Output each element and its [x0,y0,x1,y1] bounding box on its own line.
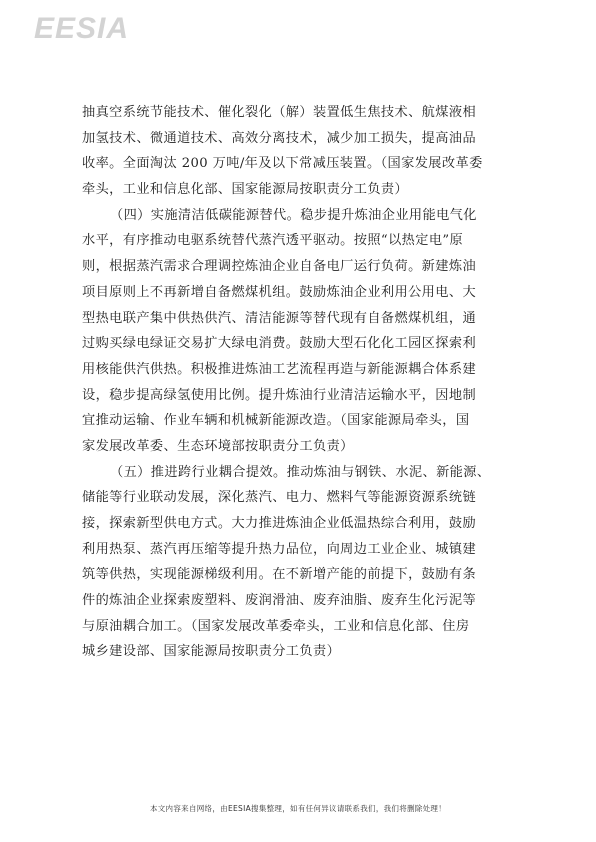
body-line: 利用热泵、蒸汽再压缩等提升热力品位，向周边工业企业、城镇建 [82,541,477,557]
body-line: 抽真空系统节能技术、催化裂化（解）装置低生焦技术、航煤液相 [82,105,477,120]
body-line: 与原油耦合加工。（国家发展改革委牵头，工业和信息化部、住房 [82,618,470,634]
body-line: 牵头，工业和信息化部、国家能源局按职责分工负责） [82,182,409,198]
document-body [82,100,522,665]
body-line: 过购买绿电绿证交易扩大绿电消费。鼓励大型石化化工园区探索利 [82,336,477,352]
body-line: 筑等供热，实现能源梯级利用。在不新增产能的前提下，鼓励有条 [82,567,477,583]
body-line: 储能等行业联动发展，深化蒸汽、电力、燃料气等能源资源系统链 [82,490,477,506]
section-five-heading-line: （五）推进跨行业耦合提效。推动炼油与钢铁、水泥、新能源、 [110,464,491,480]
body-line: 家发展改革委、生态环境部按职责分工负责） [82,438,354,454]
body-line: 项目原则上不再新增自备燃煤机组。鼓励炼油企业利用公用电、大 [82,284,477,300]
body-line: 接，探索新型供电方式。大力推进炼油企业低温热综合利用，鼓励 [82,516,477,531]
body-line: 城乡建设部、国家能源局按职责分工负责） [82,644,341,660]
body-line: 宜推动运输、作业车辆和机械新能源改造。（国家能源局牵头，国 [82,413,470,429]
body-line: 设，稳步提高绿氢使用比例。提升炼油行业清洁运输水平，因地制 [82,387,477,403]
body-line: 型热电联产集中供热供汽、清洁能源等替代现有自备燃煤机组，通 [82,310,477,326]
body-line: 水平，有序推动电驱系统替代蒸汽透平驱动。按照“以热定电”原 [82,233,464,249]
eesia-logo: EESIA [34,12,130,45]
body-line: 件的炼油企业探索废塑料、废润滑油、废弃油脂、废弃生化污泥等 [82,593,477,609]
footer-notice: 本文内容来自网络，由EESIA搜集整理，如有任何异议请联系我们，我们将删除处理！ [149,804,447,813]
body-line: 加氢技术、微通道技术、高效分离技术，减少加工损失，提高油品 [82,130,477,146]
body-line: 用核能供汽供热。积极推进炼油工艺流程再造与新能源耦合体系建 [82,361,477,377]
body-line: 则，根据蒸汽需求合理调控炼油企业自备电厂运行负荷。新建炼油 [82,259,477,275]
body-line: 收率。全面淘汰 200 万吨/年及以下常减压装置。（国家发展改革委 [82,156,483,172]
section-four-heading-line: （四）实施清洁低碳能源替代。稳步提升炼油企业用能电气化 [110,207,477,223]
